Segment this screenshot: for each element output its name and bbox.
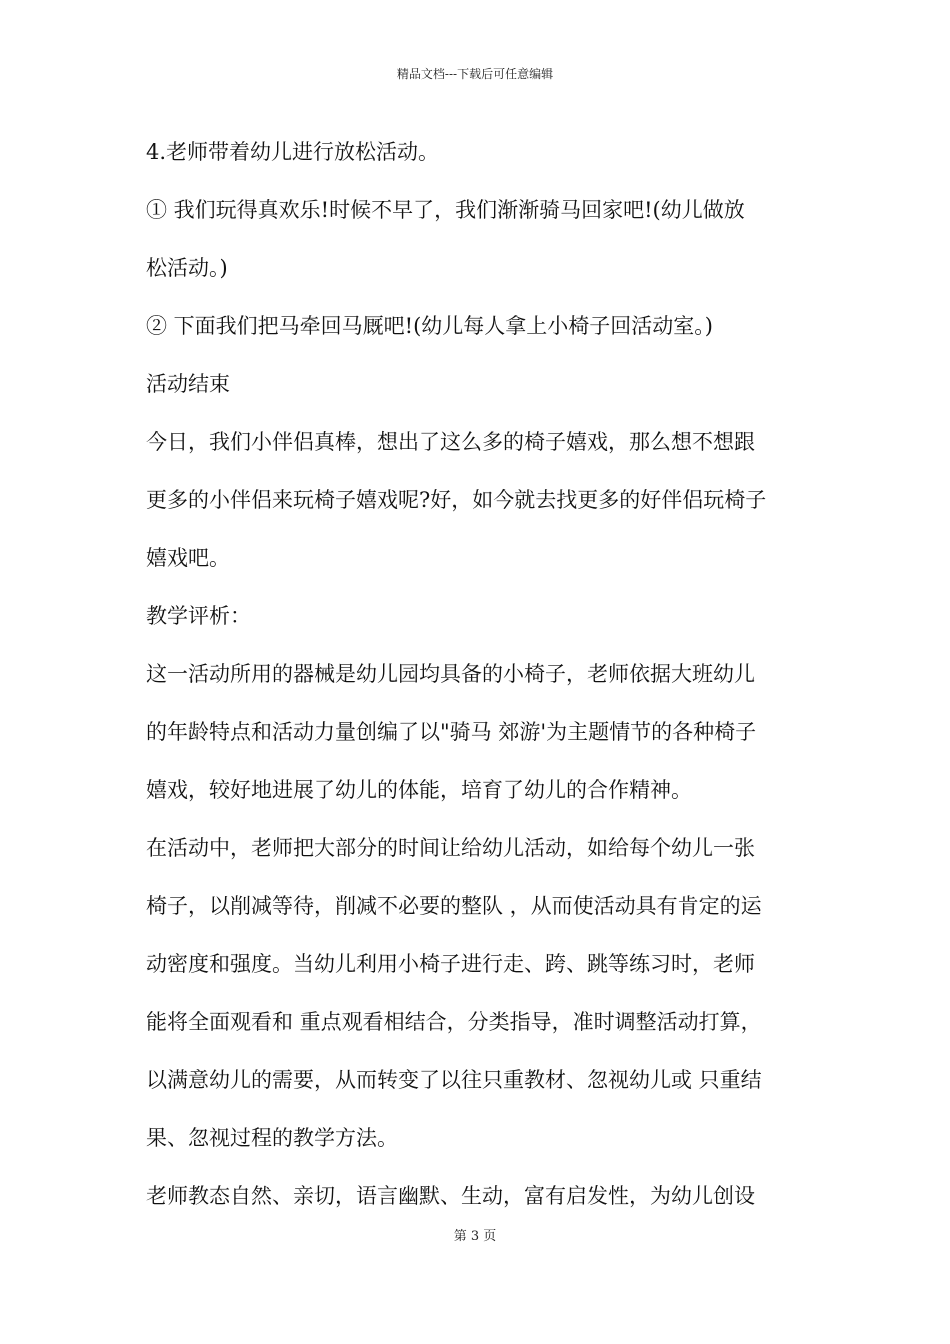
text-line: 更多的小伴侣来玩椅子嬉戏呢?好，如今就去找更多的好伴侣玩椅子 — [146, 488, 767, 512]
paragraph-analysis-2 — [146, 829, 814, 1157]
text-line: 活动结束 — [146, 372, 230, 396]
text-line: 教学评析： — [146, 604, 251, 628]
text-line: 椅子，以削减等待，削减不必要的整队 ，从而使活动具有肯定的运 — [146, 894, 762, 918]
paragraph-step-1 — [146, 191, 814, 287]
text-line: 4.老师带着幼儿进行放松活动。 — [146, 140, 440, 164]
text-line: 嬉戏吧。 — [146, 546, 230, 570]
page-number: 第 3 页 — [453, 1229, 497, 1244]
page-header: 精品文档---下载后可任意编辑 — [396, 67, 554, 81]
text-line: 在活动中，老师把大部分的时间让给幼儿活动，如给每个幼儿一张 — [146, 836, 755, 860]
text-line: 今日，我们小伴侣真棒，想出了这么多的椅子嬉戏，那么想不想跟 — [146, 430, 755, 454]
section-heading-activity-end — [146, 365, 814, 403]
text-line: 以满意幼儿的需要，从而转变了以往只重教材、忽视幼儿或 只重结 — [146, 1068, 762, 1092]
text-line: ① 我们玩得真欢乐!时候不早了，我们渐渐骑马回家吧!(幼儿做放 — [146, 198, 745, 222]
section-heading-teaching-analysis — [146, 597, 814, 635]
text-line: 嬉戏，较好地进展了幼儿的体能，培育了幼儿的合作精神。 — [146, 778, 692, 802]
text-line: 能将全面观看和 重点观看相结合，分类指导，准时调整活动打算， — [146, 1010, 762, 1034]
text-line: ② 下面我们把马牵回马厩吧!(幼儿每人拿上小椅子回活动室。) — [146, 314, 713, 338]
text-line: 动密度和强度。当幼儿利用小椅子进行走、跨、跳等练习时，老师 — [146, 952, 755, 976]
text-line: 老师教态自然、亲切，语言幽默、生动，富有启发性，为幼儿创设 — [146, 1184, 755, 1208]
paragraph-relax-activity — [146, 133, 814, 171]
paragraph-step-2 — [146, 307, 814, 345]
text-line: 果、忽视过程的教学方法。 — [146, 1126, 398, 1150]
text-line: 松活动。) — [146, 256, 228, 280]
body-text — [146, 133, 814, 1235]
text-line: 的年龄特点和活动力量创编了以"骑马 郊游'为主题情节的各种椅子 — [146, 720, 757, 744]
paragraph-analysis-3 — [146, 1177, 814, 1215]
paragraph-analysis-1 — [146, 655, 814, 809]
text-line: 这一活动所用的器械是幼儿园均具备的小椅子，老师依据大班幼儿 — [146, 662, 755, 686]
paragraph-closing — [146, 423, 814, 577]
